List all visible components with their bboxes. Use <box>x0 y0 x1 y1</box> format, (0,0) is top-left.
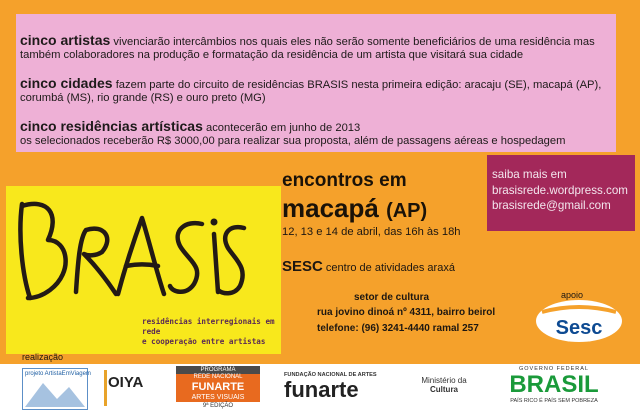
gov-top: GOVERNO FEDERAL <box>518 366 589 372</box>
programa-1: PROGRAMA <box>176 366 260 374</box>
funarte-text: funarte <box>284 377 359 402</box>
programa-4: ARTES VISUAIS <box>176 393 260 402</box>
brasis-tagline <box>142 317 281 347</box>
ministerio-line-1: Ministério da <box>421 376 467 385</box>
governo-federal-logo <box>494 366 614 412</box>
sponsor-strip <box>0 364 640 414</box>
event-dates: 12, 13 e 14 de abril, das 16h às 18h <box>282 226 461 238</box>
intro-line-3 <box>20 76 601 92</box>
sesc-logo-graphic <box>536 300 622 342</box>
funarte-small: FUNDAÇÃO NACIONAL DE ARTES <box>284 372 377 378</box>
tagline-line-1: residências interregionais em rede <box>142 317 275 336</box>
intro-line-3-rest: fazem parte do circuito de residências BRASIS nesta primeira edição: aracaju (SE), macapá (AP), <box>112 79 602 91</box>
programa-3: FUNARTE <box>176 381 260 393</box>
intro-line-2: também colaboradores na produção e formatação da residência de um artista que visitará sua cidade <box>20 49 524 61</box>
intro-line-5 <box>20 119 360 135</box>
sesc-logo <box>536 300 622 342</box>
event-room: setor de cultura <box>354 292 430 303</box>
event-state: (AP) <box>386 200 428 222</box>
event-heading: encontros em <box>282 170 407 191</box>
apoio-label: apoio <box>561 290 584 300</box>
event-city <box>282 193 427 224</box>
brasis-logo <box>8 194 248 306</box>
intro-line-3-bold: cinco cidades <box>20 75 113 91</box>
funarte-programa-logo <box>176 366 260 412</box>
intro-line-4: corumbá (MS), rio grande (RS) e ouro preto (MG) <box>20 92 266 104</box>
intro-line-5-rest: acontecerão em junho de 2013 <box>202 122 361 134</box>
intro-line-1-bold: cinco artistas <box>20 32 111 48</box>
intro-box <box>16 14 616 152</box>
oiya-logo <box>100 368 148 408</box>
tagline-line-2: e cooperação entre artistas <box>142 337 266 346</box>
event-address: rua jovino dinoá nº 4311, bairro beirol <box>317 307 496 318</box>
event-venue-bold: SESC <box>282 258 323 275</box>
sesc-logo-text: Sesc <box>555 317 603 339</box>
oiya-text: OIYA <box>108 374 144 391</box>
projeto-label: projeto ArtistaEmViagem <box>25 371 91 377</box>
site-link[interactable]: brasisrede.wordpress.com <box>492 184 628 197</box>
intro-line-1-rest: vivenciarão intercâmbios nos quais eles não serão somente beneficiários de uma residência mas <box>110 36 595 48</box>
brasis-brand-block <box>6 186 281 354</box>
event-phone: telefone: (96) 3241-4440 ramal 257 <box>317 323 479 334</box>
intro-line-5-bold: cinco residências artísticas <box>20 118 203 134</box>
email-link[interactable]: brasisrede@gmail.com <box>492 199 611 212</box>
projeto-logo <box>22 368 91 410</box>
funarte-logo <box>284 372 394 408</box>
ministerio-logo <box>414 376 474 406</box>
event-venue-rest: centro de atividades araxá <box>322 262 455 274</box>
gov-bottom: PAÍS RICO É PAÍS SEM POBREZA <box>510 398 598 404</box>
programa-2: REDE NACIONAL <box>176 374 260 381</box>
realizacao-label: realização <box>22 352 64 362</box>
ministerio-line-2: Cultura <box>430 385 458 394</box>
intro-line-6: os selecionados receberão R$ 3000,00 para realizar sua proposta, além de passagens aéreas e hospedagem <box>20 135 566 147</box>
event-city-name: macapá <box>282 193 379 223</box>
intro-line-1 <box>20 33 595 49</box>
saiba-mais-label: saiba mais em <box>492 168 567 181</box>
brasil-text: BRASIL <box>509 371 599 398</box>
event-venue <box>282 258 455 275</box>
programa-5: 9ª EDIÇÃO <box>202 403 234 409</box>
saiba-mais-box <box>487 155 635 231</box>
